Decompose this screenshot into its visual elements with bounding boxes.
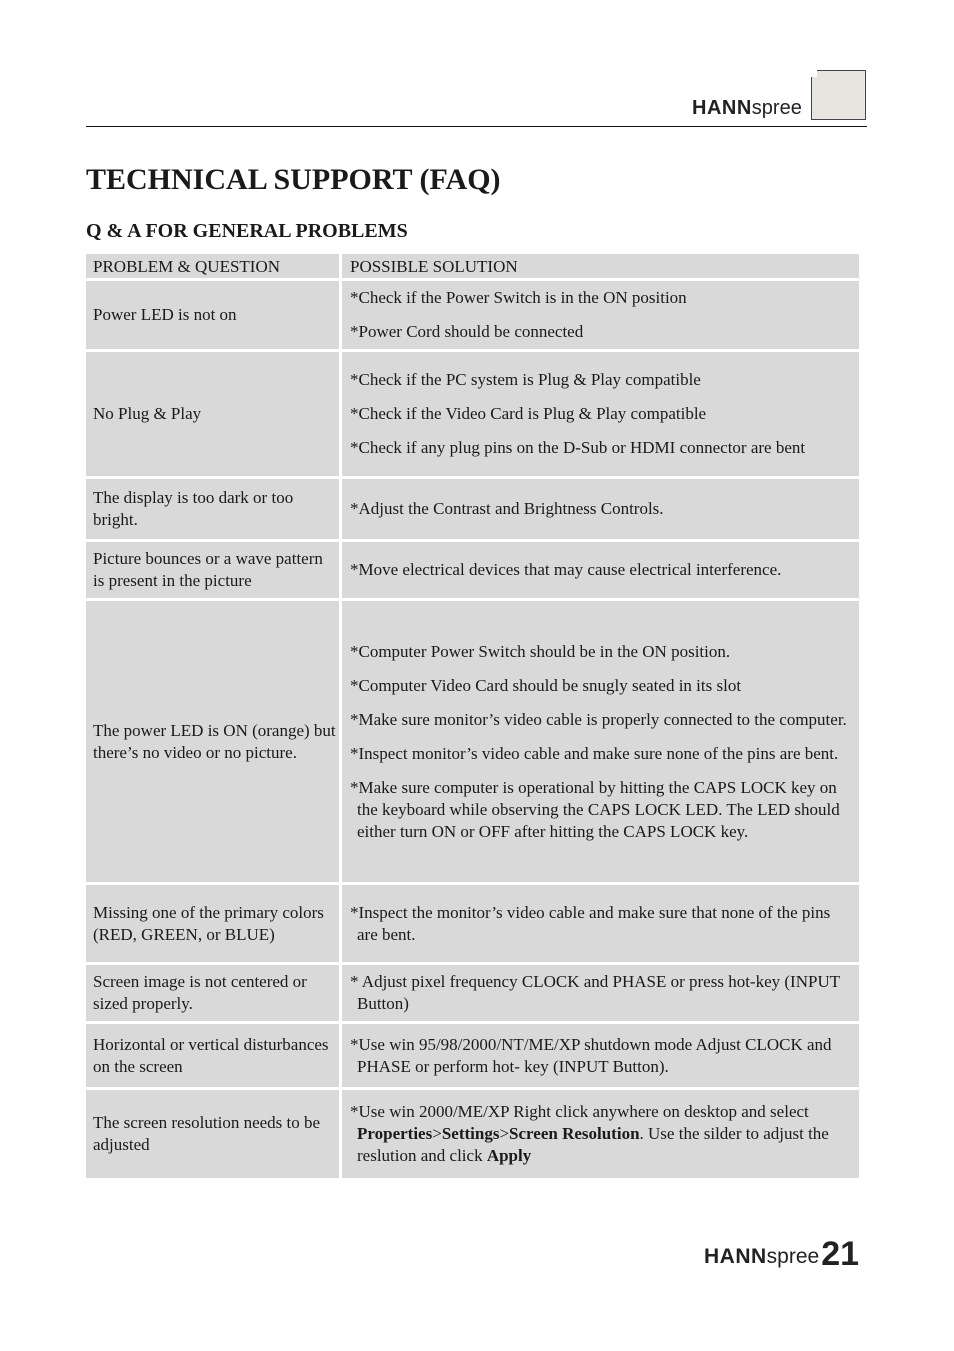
page-number: 21 [821, 1235, 860, 1273]
solution-item: *Move electrical devices that may cause electrical interference. [350, 560, 782, 579]
solution-item: *Check if the Power Switch is in the ON position [350, 288, 687, 307]
header-rule [86, 126, 867, 127]
problem-cell: Power LED is not on [86, 281, 339, 349]
table-row [86, 601, 859, 882]
solution-item: * Adjust pixel frequency CLOCK and PHASE or press hot-key (INPUT Button) [350, 972, 840, 1013]
solution-item: *Inspect the monitor’s video cable and make sure that none of the pins are bent. [350, 902, 831, 944]
problem-cell: Screen image is not centered or sized properly. [86, 965, 339, 1021]
menu-path-properties: Properties [357, 1124, 433, 1143]
table-row [86, 965, 859, 1021]
table-row [86, 352, 859, 476]
solution-cell [342, 352, 859, 476]
problem-cell: Horizontal or vertical disturbances on the screen [86, 1024, 339, 1087]
solution-cell [342, 885, 859, 962]
table-row [86, 479, 859, 539]
problem-cell: Missing one of the primary colors (RED, GREEN, or BLUE) [86, 885, 339, 962]
problem-cell: No Plug & Play [86, 352, 339, 476]
menu-path-settings: Settings [441, 1124, 500, 1143]
page-title: TECHNICAL SUPPORT (FAQ) [86, 163, 501, 196]
solution-item: *Computer Video Card should be snugly seated in its slot [350, 675, 742, 695]
table-row [86, 1090, 859, 1178]
table-header-row [86, 254, 859, 278]
solution-cell [342, 542, 859, 598]
footer-logo: HANNspree21 [704, 1235, 860, 1273]
problem-cell: The power LED is ON (orange) but there’s no video or no picture. [86, 601, 339, 882]
solution-item: *Use win 2000/ME/XP Right click anywhere on desktop and select Properties>Settings>Screen Resolution. Use the silder to adjust the reslution and click Apply [350, 1102, 829, 1165]
table-row [86, 542, 859, 598]
solution-item: *Inspect monitor’s video cable and make sure none of the pins are bent. [350, 743, 839, 763]
solution-cell [342, 479, 859, 539]
table-row [86, 1024, 859, 1087]
solution-item: *Power Cord should be connected [350, 322, 584, 341]
solution-cell [342, 1090, 859, 1178]
solution-item: *Check if the PC system is Plug & Play compatible [350, 370, 701, 389]
solution-cell [342, 601, 859, 882]
column-header-problem: PROBLEM & QUESTION [86, 254, 339, 278]
section-title: Q & A FOR GENERAL PROBLEMS [86, 220, 408, 242]
solution-cell [342, 281, 859, 349]
solution-item: *Make sure monitor’s video cable is properly connected to the computer. [350, 709, 847, 729]
table-row [86, 885, 859, 962]
solution-item: *Check if the Video Card is Plug & Play compatible [350, 404, 707, 423]
menu-path-screen-resolution: Screen Resolution [509, 1124, 640, 1143]
page-tab-notch [808, 68, 817, 77]
page-tab-marker [811, 70, 866, 120]
problem-cell: The screen resolution needs to be adjusted [86, 1090, 339, 1178]
problem-cell: The display is too dark or too bright. [86, 479, 339, 539]
solution-item: *Computer Power Switch should be in the ON position. [350, 641, 731, 661]
table-row [86, 281, 859, 349]
solution-item: *Adjust the Contrast and Brightness Controls. [350, 499, 664, 518]
problem-cell: Picture bounces or a wave pattern is present in the picture [86, 542, 339, 598]
solution-item: *Use win 95/98/2000/NT/ME/XP shutdown mode Adjust CLOCK and PHASE or perform hot- key (INPUT Button). [350, 1034, 832, 1076]
header-logo: HANNspree [692, 97, 802, 119]
solution-item: *Make sure computer is operational by hitting the CAPS LOCK key on the keyboard while observing the CAPS LOCK LED. The LED should either turn ON or OFF after hitting the CAPS LOCK key. [350, 777, 840, 841]
faq-table [83, 251, 862, 1181]
column-header-solution: POSSIBLE SOLUTION [342, 254, 859, 278]
apply-label: Apply [486, 1146, 532, 1165]
solution-cell [342, 965, 859, 1021]
solution-cell [342, 1024, 859, 1087]
solution-item: *Check if any plug pins on the D-Sub or HDMI connector are bent [350, 438, 806, 457]
